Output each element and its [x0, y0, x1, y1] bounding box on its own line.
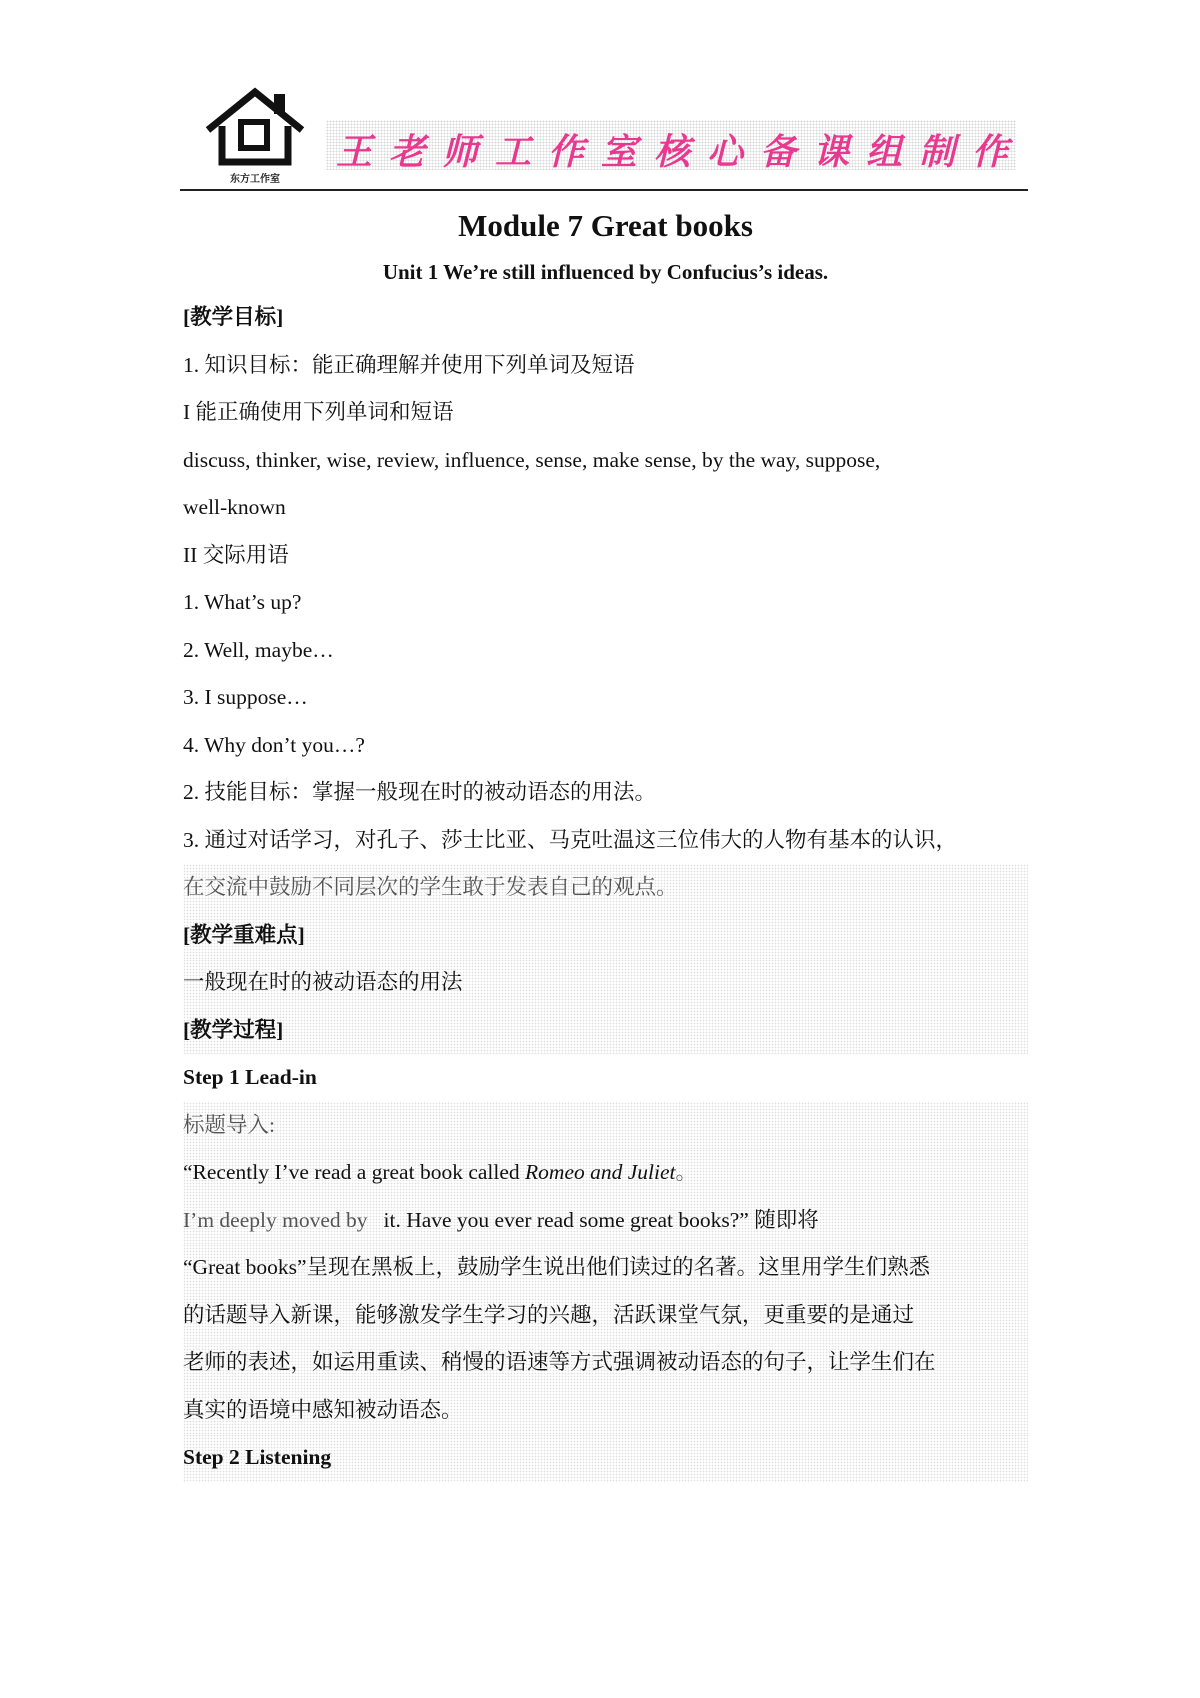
objective-knowledge: 1. 知识目标：能正确理解并使用下列单词及短语 [183, 352, 635, 377]
page-header [180, 86, 1028, 190]
page-title: Module 7 Great books [458, 208, 753, 243]
paragraph-line: 的话题导入新课，能够激发学生学习的兴趣，活跃课堂气氛，更重要的是通过 [183, 1292, 1028, 1340]
expression-item: 3. I suppose… [183, 685, 308, 709]
expression-item: 4. Why don’t you…? [183, 732, 365, 757]
quote-line-2 [183, 1197, 1028, 1245]
book-title: Romeo and Juliet [525, 1160, 676, 1184]
objective-expressions-heading: II 交际用语 [183, 542, 289, 567]
keypoint-text: 一般现在时的被动语态的用法 [183, 959, 1028, 1007]
logo-text: 东方工作室 [230, 174, 280, 185]
brand-text: 王老师工作室核心备课组制作 [336, 132, 1026, 173]
paragraph-line: 老师的表述，如运用重读、稍慢的语速等方式强调被动语态的句子，让学生们在 [183, 1339, 1028, 1387]
vocabulary-list-line-1: discuss, thinker, wise, review, influence, sense, make sense, by the way, suppose, [183, 447, 881, 472]
quote-text: “Recently I’ve read a great book called [183, 1160, 526, 1184]
objective-emotion-line-1: 3. 通过对话学习，对孔子、莎士比亚、马克吐温这三位伟大的人物有基本的认识， [183, 827, 958, 852]
section-heading-keypoints: [教学重难点] [183, 912, 1028, 960]
step-heading: Step 2 Listening [183, 1434, 1028, 1482]
expression-item: 1. What’s up? [183, 590, 302, 614]
paragraph-line: “Great books”呈现在黑板上，鼓励学生说出他们读过的名著。这里用学生们熟悉 [183, 1244, 1028, 1292]
document-body [183, 202, 1028, 1482]
section-heading-objectives: [教学目标] [183, 305, 284, 329]
step-intro: 标题导入: [183, 1102, 1028, 1150]
objective-skills: 2. 技能目标：掌握一般现在时的被动语态的用法。 [183, 780, 657, 804]
header-divider [180, 189, 1028, 191]
objective-emotion-line-2: 在交流中鼓励不同层次的学生敢于发表自己的观点。 [183, 864, 1028, 912]
objective-vocabulary-heading: I 能正确使用下列单词和短语 [183, 400, 454, 424]
paragraph-line: 真实的语境中感知被动语态。 [183, 1387, 1028, 1435]
step-heading: Step 1 Lead-in [183, 1065, 317, 1089]
quote-text-grey: I’m deeply moved by [183, 1207, 368, 1232]
page-subtitle: Unit 1 We’re still influenced by Confucius’s ideas. [382, 260, 829, 284]
quote-text: it. Have you ever read some great books?” 随即将 [383, 1207, 819, 1232]
section-heading-process: [教学过程] [183, 1007, 1028, 1055]
house-logo-icon [200, 86, 310, 190]
quote-punctuation: 。 [675, 1160, 698, 1184]
quote-line-1 [183, 1149, 1028, 1197]
brand-banner [326, 120, 1026, 173]
expression-item: 2. Well, maybe… [183, 637, 334, 662]
vocabulary-list-line-2: well-known [183, 495, 286, 519]
